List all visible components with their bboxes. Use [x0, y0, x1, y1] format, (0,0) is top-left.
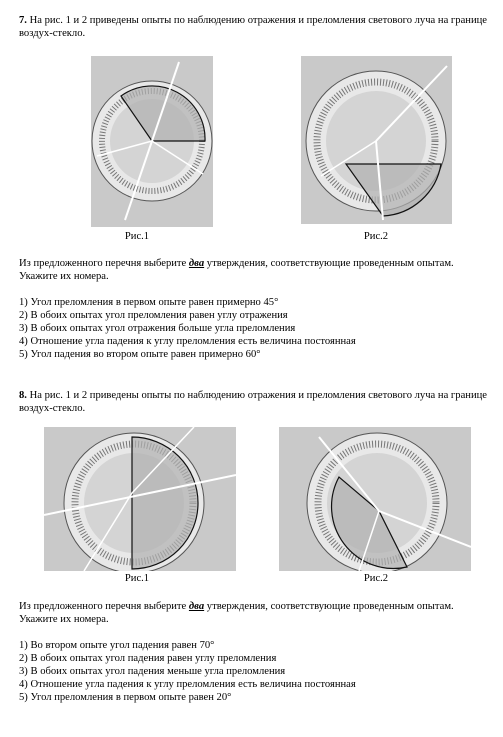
task-7-number: 7.	[19, 15, 27, 26]
task-8-option-4: 4) Отношение угла падения к углу преломления есть величина постоянная	[19, 679, 356, 690]
task-8-option-2: 2) В обоих опытах угол падения равен углу преломления	[19, 653, 277, 664]
task-8-prompt-emphasis: два	[188, 601, 205, 612]
task-8-figure-2	[279, 427, 471, 571]
task-7-figure-2	[301, 56, 452, 224]
task-7-option-2: 2) В обоих опытах угол преломления равен углу отражения	[19, 310, 288, 321]
task-7-prompt-emphasis: два	[188, 258, 205, 269]
task-7-prompt-start: Из предложенного перечня выберите	[19, 258, 189, 269]
task-7-intro-text: На рис. 1 и 2 приведены опыты по наблюдению отражения и преломления светового луча на границе воздух-стекло.	[19, 15, 487, 39]
task-8-prompt	[19, 600, 489, 626]
task-8-figure-1-caption: Рис.1	[124, 573, 150, 584]
task-8-figure-1	[44, 427, 236, 571]
task-8-prompt-end: утверждения, соответствующие проведенным опытам. Укажите их номера.	[19, 601, 454, 625]
task-7-option-1: 1) Угол преломления в первом опыте равен примерно 45°	[19, 297, 279, 308]
task-7-prompt	[19, 257, 489, 283]
task-8-options	[19, 639, 489, 704]
task-7-options	[19, 296, 489, 361]
task-7-intro	[19, 14, 497, 40]
task-8-figure-2-caption: Рис.2	[363, 573, 389, 584]
task-8-option-3: 3) В обоих опытах угол падения меньше угла преломления	[19, 666, 286, 677]
task-8-intro-text: На рис. 1 и 2 приведены опыты по наблюдению отражения и преломления светового луча на границе воздух-стекло.	[19, 390, 487, 414]
task-7-option-4: 4) Отношение угла падения к углу преломления есть величина постоянная	[19, 336, 356, 347]
task-7-figure-1	[91, 56, 213, 227]
task-8-option-1: 1) Во втором опыте угол падения равен 70°	[19, 640, 215, 651]
task-8-intro	[19, 389, 497, 415]
task-7-figure-2-caption: Рис.2	[363, 231, 389, 242]
task-7-figure-1-caption: Рис.1	[124, 231, 150, 242]
task-8-prompt-start: Из предложенного перечня выберите	[19, 601, 189, 612]
task-7-prompt-end: утверждения, соответствующие проведенным опытам. Укажите их номера.	[19, 258, 454, 282]
task-7-option-3: 3) В обоих опытах угол отражения больше угла преломления	[19, 323, 296, 334]
task-8-option-5: 5) Угол преломления в первом опыте равен 20°	[19, 692, 232, 703]
task-8-number: 8.	[19, 390, 27, 401]
task-7-option-5: 5) Угол падения во втором опыте равен примерно 60°	[19, 349, 261, 360]
